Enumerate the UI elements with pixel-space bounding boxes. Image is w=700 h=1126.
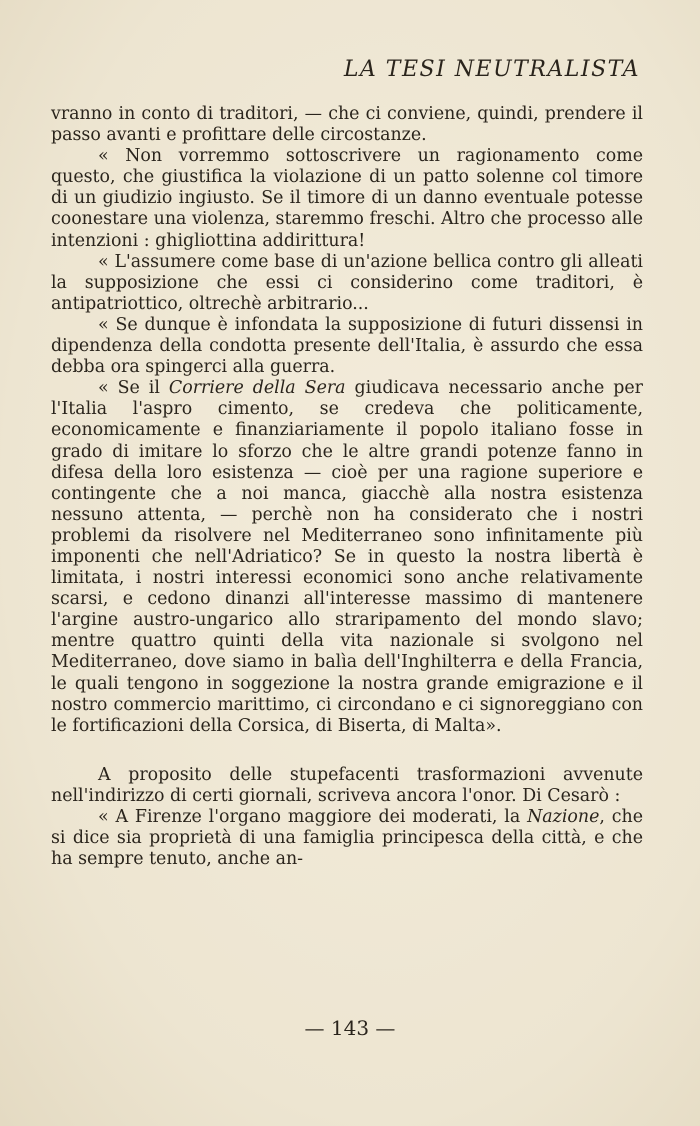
paragraph-3: « L'assumere come base di un'azione bellica contro gli alleati la supposizione che essi ci considerino come traditori, è antipatriottico, oltrechè arbitrario... — [51, 251, 643, 314]
paragraph-6: A proposito delle stupefacenti trasformazioni avvenute nell'indirizzo di certi giornali, scriveva ancora l'onor. Di Cesarò : — [51, 764, 643, 806]
paragraph-5-start: « Se il — [98, 378, 169, 399]
section-gap — [51, 737, 643, 765]
newspaper-title-nazione: Nazione — [527, 807, 600, 827]
running-header: LA TESI NEUTRALISTA — [343, 57, 640, 82]
paragraph-2: « Non vorremmo sottoscrivere un ragionamento come questo, che giustifica la violazione di un patto solenne col timore di un giudizio ingiusto. Se il timore di un danno eventuale potesse coonestare una violenza, staremmo freschi. Altro che processo alle intenzioni : ghigliottina addirittura! — [51, 146, 643, 251]
paragraph-5 — [51, 378, 643, 737]
paragraph-5-rest: giudicava necessario anche per l'Italia l'aspro cimento, se credeva che politicamente, economicamente e finanziariamente il popolo italiano fosse in grado di imitare lo sforzo che le altre grandi potenze fanno in difesa della loro esistenza — cioè per una ragione superiore e contingente che a noi manca, giacchè alla nostra esistenza nessuno attenta, — perchè non ha considerato che i nostri problemi da risolvere nel Mediterraneo sono infinitamente più imponenti che nell'Adriatico? Se in questo la nostra libertà è limitata, i nostri interessi economici sono anche relativamente scarsi, e cedono dinanzi all'interesse massimo di mantenere l'argine austro-ungarico allo straripamento del mondo slavo; mentre quattro quinti della vita nazionale si svolgono nel Mediterraneo, dove siamo in balìa dell'Inghilterra e della Francia, le quali tengono in soggezione la nostra grande emigrazione e il nostro commercio marittimo, ci circondano e ci signoreggiano con le fortificazioni della Corsica, di Biserta, di Malta». — [51, 378, 643, 736]
paragraph-4: « Se dunque è infondata la supposizione di futuri dissensi in dipendenza della condotta presente dell'Italia, è assurdo che essa debba ora spingerci alla guerra. — [51, 314, 643, 378]
body-text — [51, 104, 643, 870]
newspaper-title-corriere: Corriere della Sera — [168, 378, 346, 399]
paragraph-1: vranno in conto di traditori, — che ci conviene, quindi, prendere il passo avanti e profittare delle circostanze. — [51, 104, 643, 146]
page-number: — 143 — — [304, 1016, 396, 1040]
paragraph-7 — [51, 807, 643, 870]
paragraph-7-rest: , che si dice sia proprietà di una famiglia principesca della città, e che ha sempre tenuto, anche an- — [51, 807, 643, 870]
paragraph-7-start: « A Firenze l'organo maggiore dei moderati, la — [98, 807, 528, 827]
